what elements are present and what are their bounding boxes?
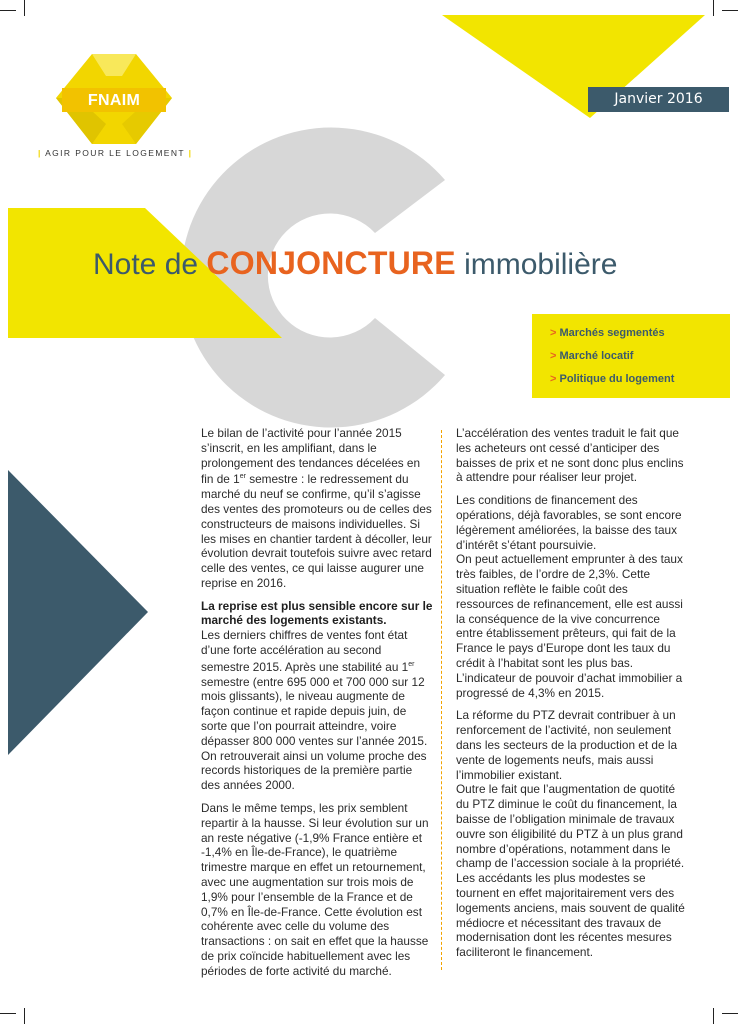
paragraph-lead: La reprise est plus sensible encore sur le marché des logements existants. xyxy=(201,598,433,628)
text-run: Le bilan de l’activité pour l’année 2015 s’inscrit, en les amplifiant, dans le prolongement des tendances décelées en fin de 1 xyxy=(201,426,421,487)
text-run: Les derniers chiffres de ventes font état d’une forte accélération au second semestre 2015. Après une stabilité au 1 xyxy=(201,628,409,674)
superscript: er xyxy=(408,660,415,668)
fnaim-logo[interactable] xyxy=(54,52,174,147)
title-prefix: Note de xyxy=(93,248,207,281)
paragraph: Les conditions de financement des opérations, déjà favorables, se sont encore légèrement améliorées, la baisse des taux d’intérêt s’étant poursuivie. xyxy=(456,493,682,552)
tagline-text: AGIR POUR LE LOGEMENT xyxy=(45,148,185,158)
topic-label: Marché locatif xyxy=(559,350,634,362)
blue-triangle-left xyxy=(8,470,148,755)
topic-item[interactable] xyxy=(550,350,633,362)
tagline xyxy=(38,148,192,158)
arrow-icon: > xyxy=(550,350,557,362)
paragraph xyxy=(201,628,433,793)
paragraph: On peut actuellement emprunter à des taux très faibles, de l’ordre de 2,3%. Cette situation reflète le faible coût des ressources de refinancement, elle est aussi la conséquence de la vive concurrence entre établissement prêteurs, qui fait de la France le pays d’Europe dont les taux du crédit à l’habitat sont les plus bas. L’indicateur de pouvoir d’achat immobilier a progressé de 4,3% en 2015. xyxy=(456,552,683,700)
paragraph: La réforme du PTZ devrait contribuer à un renforcement de l’activité, non seulement dans les secteurs de la production et de la vente de logements neufs, mais aussi l’immobilier existant. xyxy=(456,708,678,782)
topic-label: Politique du logement xyxy=(559,373,675,385)
date-badge: Janvier 2016 xyxy=(588,87,729,112)
paragraph xyxy=(201,426,433,591)
arrow-icon: > xyxy=(550,327,557,339)
page-title xyxy=(93,245,693,282)
topic-item[interactable] xyxy=(550,327,665,339)
title-highlight: CONJONCTURE xyxy=(206,245,456,281)
column-divider xyxy=(441,430,442,970)
paragraph: Dans le même temps, les prix semblent repartir à la hausse. Si leur évolution sur un an reste négative (-1,9% France entière et -1,4% en Île-de-France), le quatrième trimestre marque en effet un retournement, avec une augmentation sur trois mois de 1,9% pour l’ensemble de la France et de 0,7% en Île-de-France. Cette évolution est cohérente avec celle du volume des transactions : on sait en effet que la hausse de prix coïncide habituellement avec les périodes de forte activité du marché. xyxy=(201,800,429,978)
logo-text: FNAIM xyxy=(87,92,141,109)
paragraph: L’accélération des ventes traduit le fait que les acheteurs ont cessé d’anticiper des baisses de prix et ne sont donc plus enclins à attendre pour réaliser leur projet. xyxy=(456,426,684,485)
text-run: semestre (entre 695 000 et 700 000 sur 12 mois glissants), le niveau augmente de façon continue et rapide depuis juin, de sorte que l’on pourrait atteindre, voire dépasser 800 000 ventes sur l’année 2015. On retrouverait ainsi un volume proche des records historiques de la première partie des années 2000. xyxy=(201,674,428,793)
text-run: semestre : le redressement du marché du neuf se confirme, qu’il s’agisse des ventes des promoteurs ou de celles des constructeurs de maisons individuelles. Si les mises en chantier tardent à décoller, leur évolution devrait toutefois suivre avec retard celle des ventes, ce qui laisse augurer une reprise en 2016. xyxy=(201,472,432,590)
paragraph: Les accédants les plus modestes se tournent en effet majoritairement vers des logements anciens, mais souvent de qualité médiocre et nécessitant des travaux de modernisation dont les récentes mesures faciliteront le financement. xyxy=(456,871,685,960)
arrow-icon: > xyxy=(550,373,557,385)
paragraph: Outre le fait que l’augmentation de quotité du PTZ diminue le coût du financement, la baisse de l’obligation minimale de travaux ouvre son éligibilité du PTZ à un plus grand nombre d’opérations, notamment dans le champ de l’accession sociale à la propriété. xyxy=(456,782,685,871)
topics-box xyxy=(532,314,730,398)
article-column-left xyxy=(201,426,433,987)
tagline-bar-left: | xyxy=(38,148,42,158)
article-column-right xyxy=(456,426,688,968)
title-suffix: immobilière xyxy=(455,248,618,281)
topic-label: Marchés segmentés xyxy=(559,327,665,339)
superscript: er xyxy=(239,473,246,481)
topic-item[interactable] xyxy=(550,373,674,385)
tagline-bar-right: | xyxy=(188,148,193,158)
